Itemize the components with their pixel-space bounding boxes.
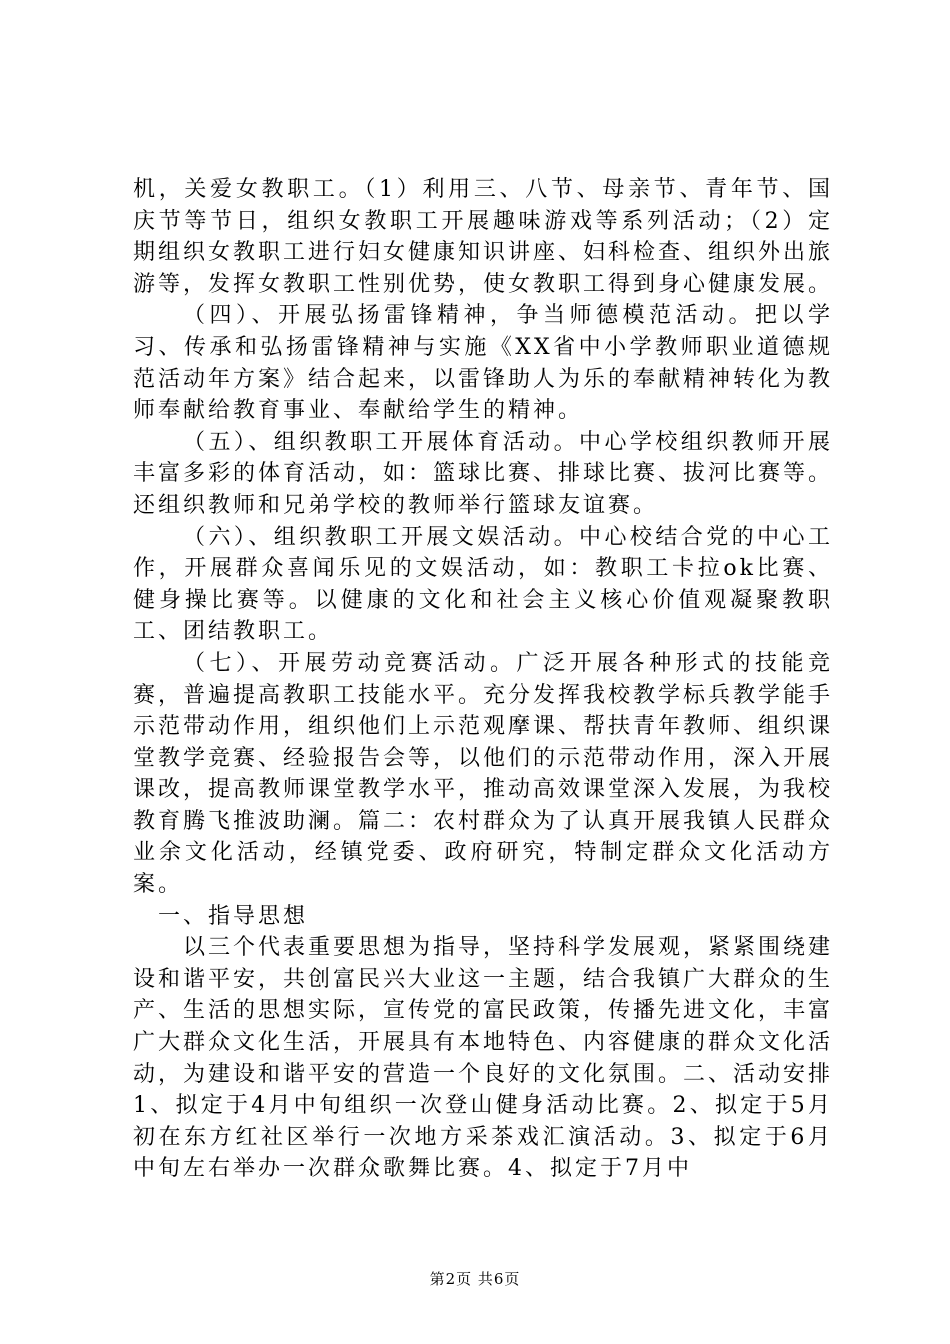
paragraph-guiding-thought: 以三个代表重要思想为指导，坚持科学发展观，紧紧围绕建设和谐平安，共创富民兴大业这一主题，结合我镇广大群众的生产、生活的思想实际，宣传党的富民政策，传播先进文化，丰富广大群众文化生活，开展具有本地特色、内容健康的群众文化活动，为建设和谐平安的营造一个良好的文化氛围。二、活动安排1、拟定于4月中旬组织一次登山健身活动比赛。2、拟定于5月初在东方红社区举行一次地方采茶戏汇演活动。3、拟定于6月中旬左右举办一次群众歌舞比赛。4、拟定于7月中 bbox=[133, 935, 834, 1182]
paragraph-section-6: （六）、组织教职工开展文娱活动。中心校结合党的中心工作，开展群众喜闻乐见的文娱活动，如：教职工卡拉ok比赛、健身操比赛等。以健康的文化和社会主义核心价值观凝聚教职工、团结教职工。 bbox=[133, 524, 833, 645]
paragraph-section-5: （五）、组织教职工开展体育活动。中心学校组织教师开展丰富多彩的体育活动，如：篮球比赛、排球比赛、拔河比赛等。还组织教师和兄弟学校的教师举行篮球友谊赛。 bbox=[133, 429, 834, 518]
paragraph-section-7: （七）、开展劳动竞赛活动。广泛开展各种形式的技能竞赛，普遍提高教职工技能水平。充分发挥我校教学标兵教学能手示范带动作用，组织他们上示范观摩课、帮扶青年教师、组织课堂教学竞赛、经验报告会等，以他们的示范带动作用，深入开展课改，提高教师课堂教学水平，推动高效课堂深入发展，为我校教育腾飞推波助澜。篇二：农村群众为了认真开展我镇人民群众业余文化活动，经镇党委、政府研究，特制定群众文化活动方案。 bbox=[133, 650, 834, 898]
page-footer: 第2页 共6页 bbox=[429, 1270, 521, 1288]
paragraph-women-staff: 机，关爱女教职工。（1）利用三、八节、母亲节、青年节、国庆节等节日，组织女教职工开展趣味游戏等系列活动；（2）定期组织女教职工进行妇女健康知识讲座、妇科检查、组织外出旅游等，发挥女教职工性别优势，使女教职工得到身心健康发展。 bbox=[133, 177, 834, 297]
paragraph-section-4: （四）、开展弘扬雷锋精神，争当师德模范活动。把以学习、传承和弘扬雷锋精神与实施《XX省中小学教师职业道德规范活动年方案》结合起来，以雷锋助人为乐的奉献精神转化为教师奉献给教育事业、奉献给学生的精神。 bbox=[133, 303, 834, 424]
document-body bbox=[133, 174, 833, 1185]
section-heading-guiding-thought: 一、指导思想 bbox=[158, 903, 309, 929]
